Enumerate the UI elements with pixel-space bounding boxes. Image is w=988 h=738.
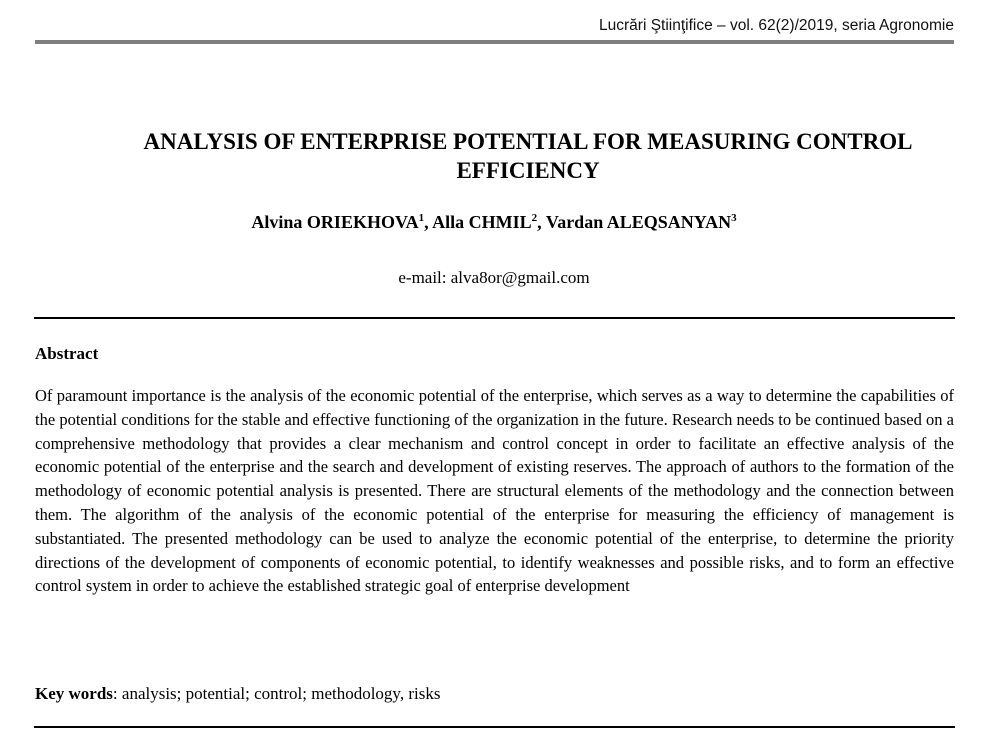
author-affiliation: 3 xyxy=(731,212,737,224)
abstract-top-rule xyxy=(34,317,955,319)
author-separator: , xyxy=(537,212,546,232)
author-name: Alvina ORIEKHOVA xyxy=(251,212,419,232)
paper-title: ANALYSIS OF ENTERPRISE POTENTIAL FOR MEASURING CONTROL EFFICIENCY xyxy=(143,129,913,183)
author-name: Vardan ALEQSANYAN xyxy=(545,212,732,232)
author-list xyxy=(0,212,988,233)
keywords xyxy=(35,684,440,704)
author-affiliation: 2 xyxy=(531,212,538,224)
keywords-list: : analysis; potential; control; methodology, risks xyxy=(112,684,441,703)
keywords-label: Key words xyxy=(35,684,113,703)
abstract-heading: Abstract xyxy=(35,344,99,363)
author-affiliation: 1 xyxy=(418,212,425,224)
author-name: Alla CHMIL xyxy=(432,212,532,232)
abstract-text: Of paramount importance is the analysis of the economic potential of the enterprise, which serves as a way to determine the capabilities of the potential conditions for the stable and effective functioning of the organization in the future. Research needs to be continued based on a comprehensive methodology that provides a clear mechanism and control concept in order to facilitate an effective analysis of the economic potential of the enterprise and the search and development of existing reserves. The approach of authors to the formation of the methodology of economic potential analysis is presented. There are structural elements of the methodology and the connection between them. The algorithm of the analysis of the economic potential of the enterprise for measuring the efficiency of management is substantiated. The presented methodology can be used to analyze the economic potential of the enterprise, to determine the priority directions of the development of components of economic potential, to identify weaknesses and possible risks, and to form an effective control system in order to achieve the established strategic goal of enterprise development xyxy=(35,386,954,596)
running-head: Lucrări Ştiinţifice – vol. 62(2)/2019, seria Agronomie xyxy=(599,17,954,34)
contact-email: e-mail: alva8or@gmail.com xyxy=(398,268,590,287)
author-separator: , xyxy=(424,212,433,232)
abstract-bottom-rule xyxy=(34,726,955,728)
header-rule xyxy=(35,40,954,44)
